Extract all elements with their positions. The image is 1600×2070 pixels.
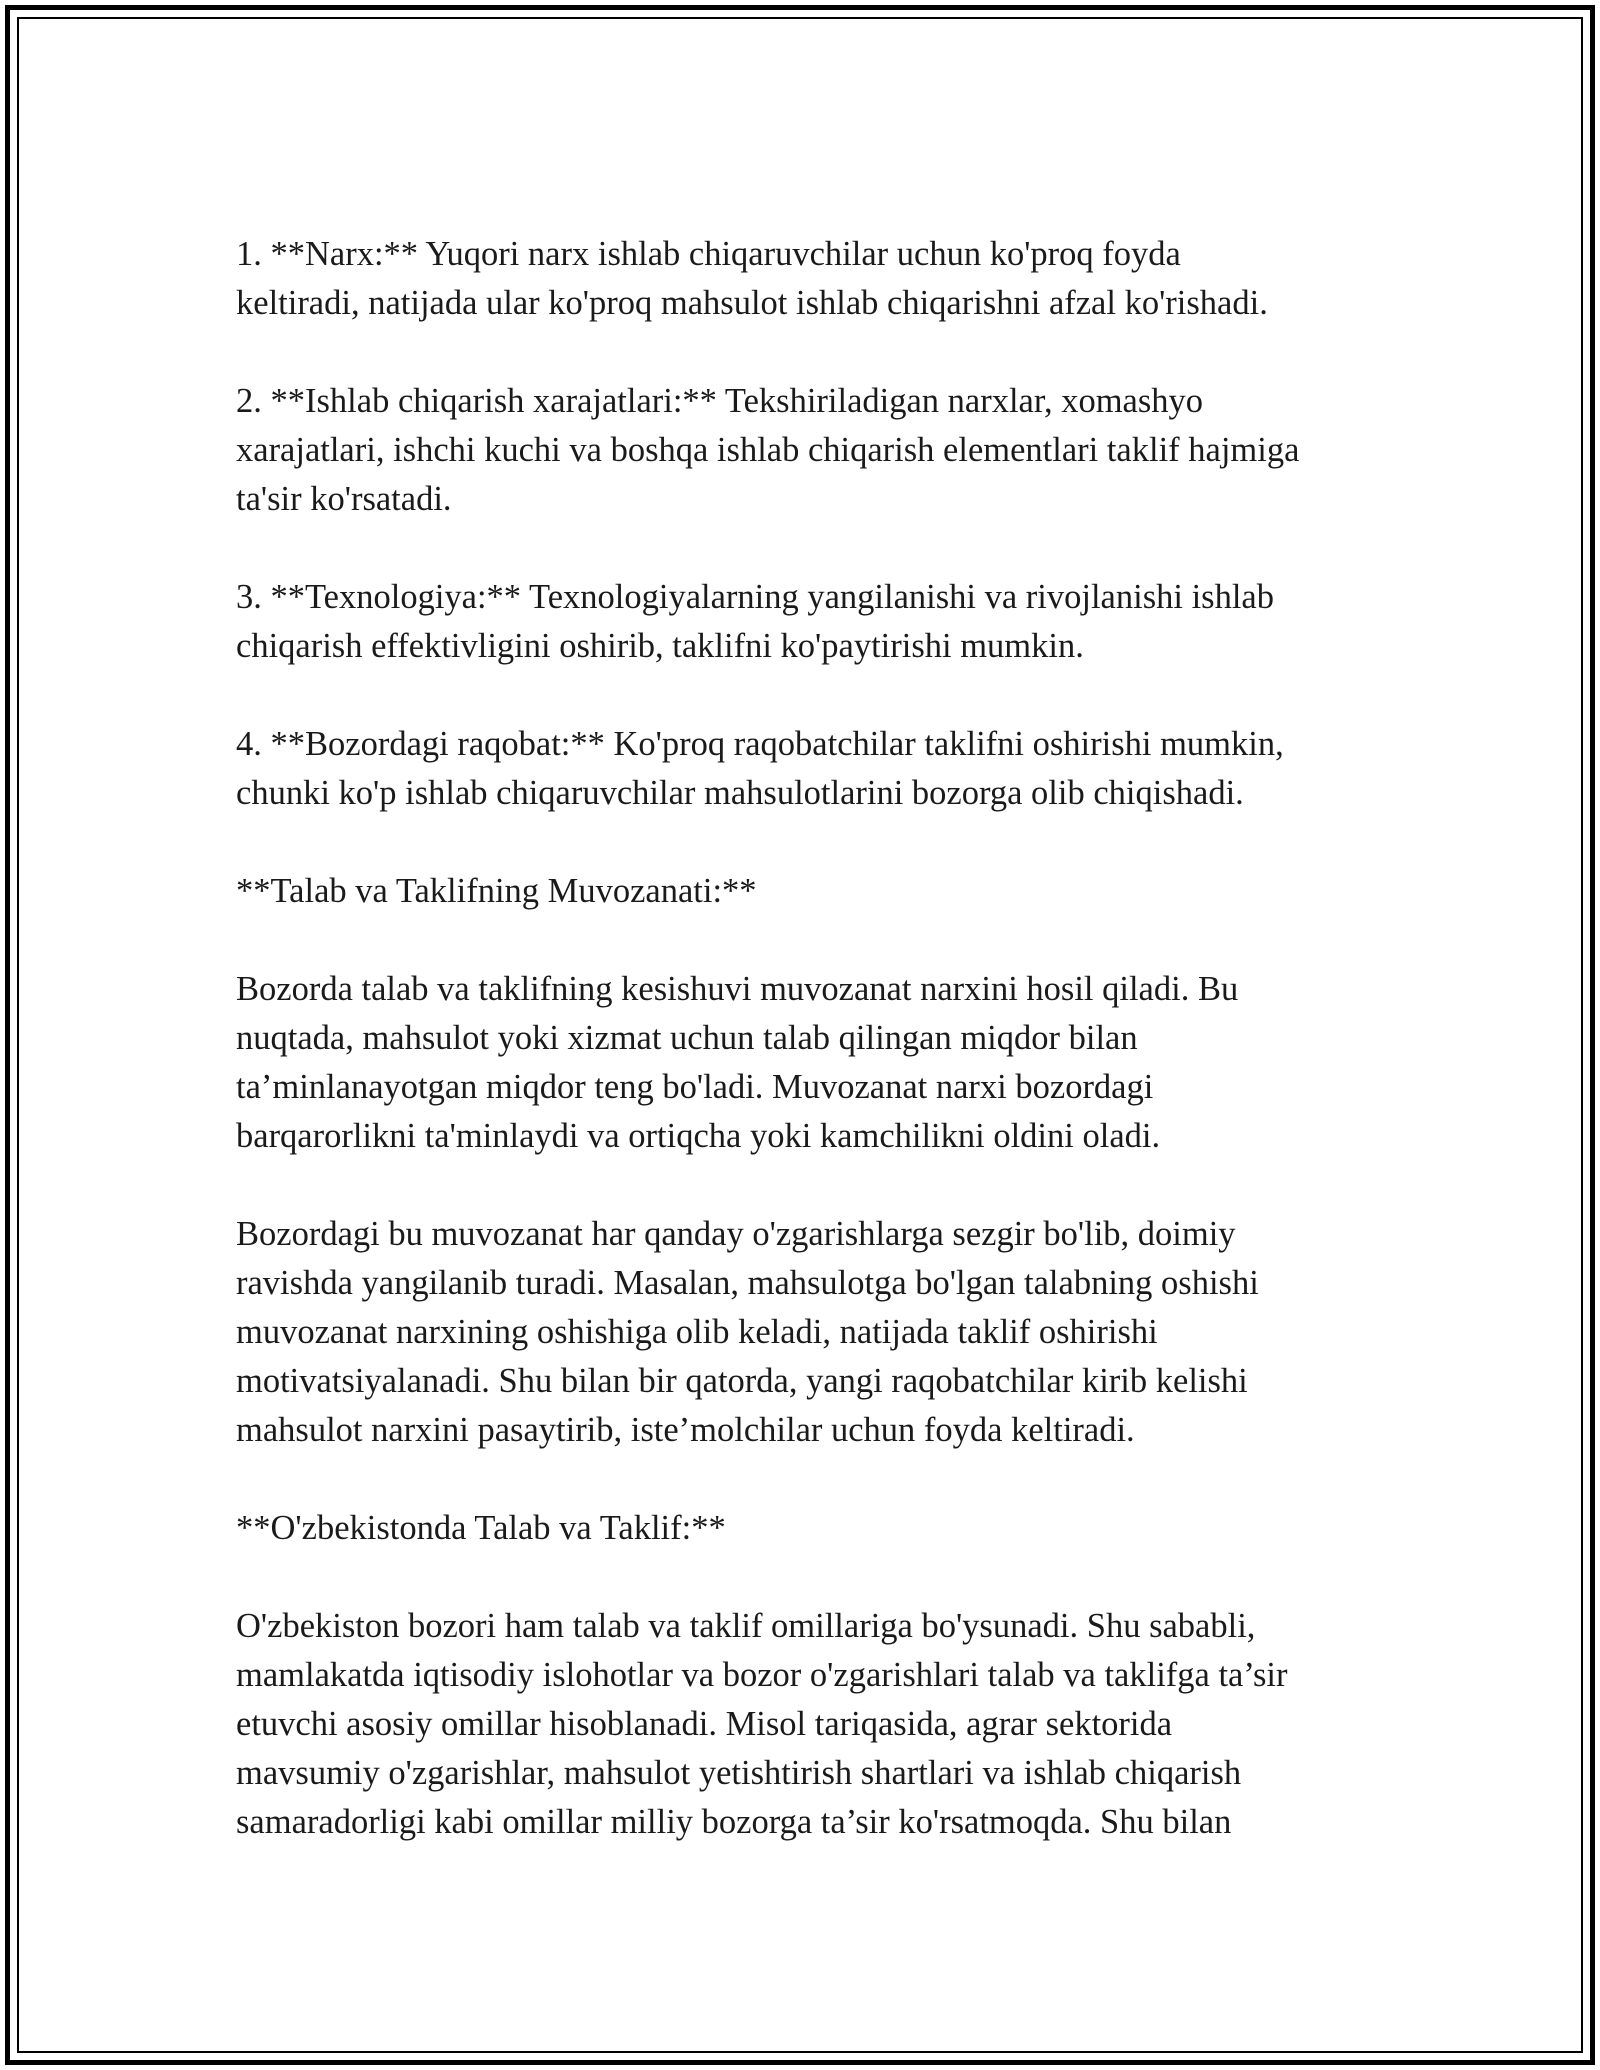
document-body: [236, 230, 1396, 1847]
section-heading-muvozanat: **Talab va Taklifning Muvozanati:**: [236, 872, 757, 910]
paragraph-texnologiya: 3. **Texnologiya:** Texnologiyalarning yangilanishi va rivojlanishi ishlab chiqarish effektivligini oshirib, taklifni ko'paytirishi mumkin.: [236, 578, 1274, 665]
paragraph-muvozanat-ozgarishlar: Bozordagi bu muvozanat har qanday o'zgarishlarga sezgir bo'lib, doimiy ravishda yangilanib turadi. Masalan, mahsulotga bo'lgan talabning oshishi muvozanat narxining oshishiga olib keladi, natijada taklif oshirishi motivatsiyalanadi. Shu bilan bir qatorda, yangi raqobatchilar kirib kelishi mahsulot narxini pasaytirib, iste’molchilar uchun foyda keltiradi.: [236, 1215, 1259, 1449]
paragraph-ishlab-chiqarish-xarajatlari: 2. **Ishlab chiqarish xarajatlari:** Tekshiriladigan narxlar, xomashyo xarajatlari, ishchi kuchi va boshqa ishlab chiqarish elementlari taklif hajmiga ta'sir ko'rsatadi.: [236, 382, 1300, 518]
paragraph-muvozanat-narxi: Bozorda talab va taklifning kesishuvi muvozanat narxini hosil qiladi. Bu nuqtada, mahsulot yoki xizmat uchun talab qilingan miqdor bilan ta’minlanayotgan miqdor teng bo'ladi. Muvozanat narxi bozordagi barqarorlikni ta'minlaydi va ortiqcha yoki kamchilikni oldini oladi.: [236, 970, 1239, 1155]
section-heading-ozbekiston: **O'zbekistonda Talab va Taklif:**: [236, 1509, 726, 1547]
paragraph-bozordagi-raqobat: 4. **Bozordagi raqobat:** Ko'proq raqobatchilar taklifni oshirishi mumkin, chunki ko'p ishlab chiqaruvchilar mahsulotlarini bozorga olib chiqishadi.: [236, 725, 1284, 812]
paragraph-ozbekiston-bozori: O'zbekiston bozori ham talab va taklif omillariga bo'ysunadi. Shu sababli, mamlakatda iqtisodiy islohotlar va bozor o'zgarishlari talab va taklifga ta’sir etuvchi asosiy omillar hisoblanadi. Misol tariqasida, agrar sektorida mavsumiy o'zgarishlar, mahsulot yetishtirish shartlari va ishlab chiqarish samaradorligi kabi omillar milliy bozorga ta’sir ko'rsatmoqda. Shu bilan: [236, 1607, 1288, 1841]
paragraph-narx: 1. **Narx:** Yuqori narx ishlab chiqaruvchilar uchun ko'proq foyda keltiradi, natijada ular ko'proq mahsulot ishlab chiqarishni afzal ko'rishadi.: [236, 235, 1268, 322]
